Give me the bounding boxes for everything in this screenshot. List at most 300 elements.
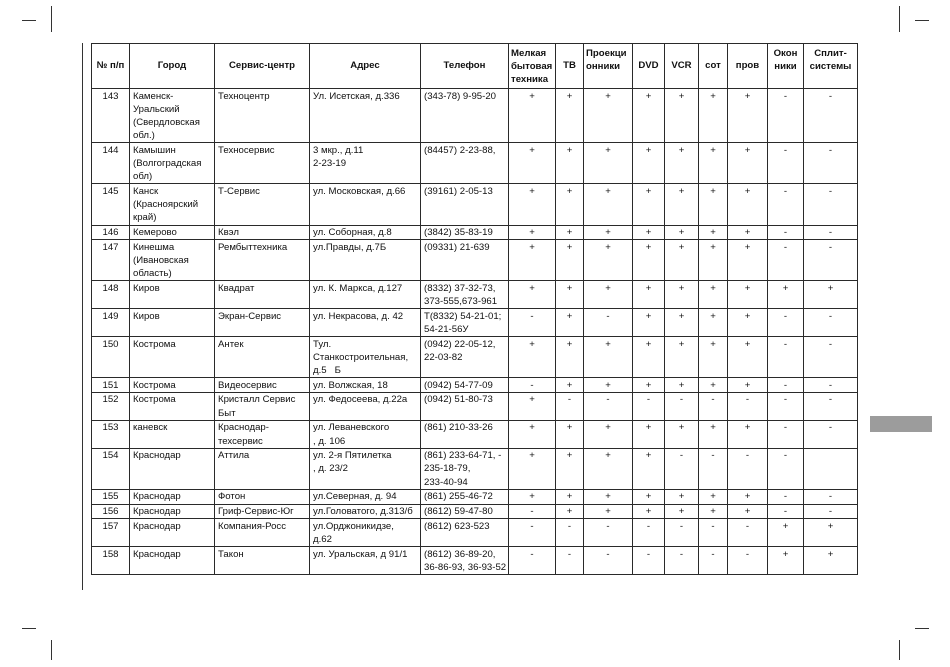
mark-mobile-phones: +: [699, 489, 728, 504]
phone-cell: [421, 378, 509, 393]
mark-tv: +: [556, 184, 584, 225]
mark-dvd: -: [633, 547, 665, 575]
header-address: [310, 44, 421, 89]
phone-cell: [421, 392, 509, 420]
address-line: ул. Волжская, 18: [313, 379, 388, 391]
mark-vcr: -: [665, 392, 699, 420]
mark-split-systems: -: [804, 337, 858, 378]
mark-small-appliances: -: [509, 504, 556, 519]
city-cell: [130, 281, 215, 309]
address-cell: [310, 337, 421, 378]
crop-mark-bottom-left-horizontal: [22, 628, 36, 629]
phone-cell: [421, 420, 509, 448]
header-small-appliances-label: техника: [511, 74, 549, 86]
phone-cell: [421, 504, 509, 519]
row-number: 156: [92, 504, 130, 519]
mark-mobile-phones: -: [699, 547, 728, 575]
address-line: ул.Северная, д. 94: [313, 491, 397, 503]
city-line: Краснодар: [133, 548, 181, 560]
address-cell: [310, 225, 421, 240]
mark-windows: -: [768, 184, 804, 225]
address-line: ул.Орджоникидзе,: [313, 520, 394, 532]
header-vcr-label: VCR: [671, 60, 692, 72]
phone-cell: [421, 225, 509, 240]
row-number: 143: [92, 89, 130, 143]
header-phone-label: Телефон: [443, 60, 486, 72]
address-cell: [310, 392, 421, 420]
address-line: ул. Леваневского: [313, 422, 390, 434]
address-cell: [310, 448, 421, 489]
address-line: ул. К. Маркса, д.127: [313, 282, 403, 294]
mark-vcr: +: [665, 309, 699, 337]
mark-split-systems: -: [804, 504, 858, 519]
mark-dvd: -: [633, 519, 665, 547]
mark-projectors: +: [584, 89, 633, 143]
address-cell: [310, 420, 421, 448]
mark-dvd: +: [633, 378, 665, 393]
mark-windows: -: [768, 489, 804, 504]
mark-dvd: -: [633, 392, 665, 420]
service-center-cell: [215, 281, 310, 309]
mark-small-appliances: -: [509, 519, 556, 547]
table-row: [92, 504, 858, 519]
city-cell: [130, 240, 215, 281]
city-line: (Волгоградская: [133, 158, 202, 170]
mark-mobile-phones: +: [699, 89, 728, 143]
phone-cell: [421, 489, 509, 504]
mark-mobile-phones: +: [699, 337, 728, 378]
row-number: 148: [92, 281, 130, 309]
mark-tv: -: [556, 519, 584, 547]
service-center-cell: [215, 143, 310, 184]
mark-wired-phones: +: [728, 337, 768, 378]
mark-windows: -: [768, 337, 804, 378]
header-windows-label: ники: [774, 61, 797, 73]
mark-dvd: +: [633, 337, 665, 378]
service-center-line: Экран-Сервис: [218, 310, 282, 322]
city-line: Киров: [133, 310, 160, 322]
phone-cell: [421, 281, 509, 309]
mark-small-appliances: -: [509, 547, 556, 575]
table-row: [92, 392, 858, 420]
crop-mark-bottom-right-horizontal: [915, 628, 929, 629]
city-line: Краснодар: [133, 520, 181, 532]
mark-vcr: +: [665, 378, 699, 393]
mark-split-systems: +: [804, 547, 858, 575]
service-center-line: Антек: [218, 338, 244, 350]
mark-projectors: +: [584, 504, 633, 519]
mark-dvd: +: [633, 89, 665, 143]
address-line: ул. Московская, д.66: [313, 185, 406, 197]
header-phone: [421, 44, 509, 89]
mark-windows: -: [768, 143, 804, 184]
phone-line: (8612) 623-523: [424, 520, 490, 532]
phone-line: (861) 210-33-26: [424, 422, 493, 434]
address-line: ул. Соборная, д.8: [313, 227, 392, 239]
table-row: [92, 448, 858, 489]
mark-windows: +: [768, 281, 804, 309]
city-line: Канск: [133, 185, 159, 197]
city-line: (Красноярский: [133, 199, 199, 211]
city-cell: [130, 448, 215, 489]
mark-projectors: +: [584, 448, 633, 489]
table-body: [92, 89, 858, 575]
mark-split-systems: -: [804, 89, 858, 143]
mark-projectors: +: [584, 337, 633, 378]
header-service-center-label: Сервис-центр: [228, 60, 296, 72]
service-center-cell: [215, 504, 310, 519]
mark-windows: -: [768, 240, 804, 281]
mark-windows: -: [768, 420, 804, 448]
mark-wired-phones: -: [728, 392, 768, 420]
row-number: 154: [92, 448, 130, 489]
service-center-cell: [215, 378, 310, 393]
service-center-cell: [215, 309, 310, 337]
address-cell: [310, 281, 421, 309]
service-center-line: Компания-Росс: [218, 520, 287, 532]
city-line: Уральский: [133, 103, 180, 115]
mark-vcr: +: [665, 337, 699, 378]
service-center-cell: [215, 547, 310, 575]
crop-mark-top-right-vertical: [899, 6, 900, 32]
mark-wired-phones: +: [728, 504, 768, 519]
service-centers-table: [91, 43, 858, 575]
mark-small-appliances: +: [509, 392, 556, 420]
mark-split-systems: -: [804, 240, 858, 281]
service-center-cell: [215, 225, 310, 240]
mark-projectors: +: [584, 378, 633, 393]
city-cell: [130, 489, 215, 504]
address-cell: [310, 504, 421, 519]
mark-projectors: +: [584, 184, 633, 225]
mark-projectors: -: [584, 309, 633, 337]
service-center-cell: [215, 337, 310, 378]
header-split-systems: [804, 44, 858, 89]
service-center-cell: [215, 392, 310, 420]
header-vcr: [665, 44, 699, 89]
city-cell: [130, 547, 215, 575]
city-cell: [130, 143, 215, 184]
service-center-line: Т-Сервис: [218, 185, 260, 197]
service-center-line: Кристалл Сервис: [218, 394, 296, 406]
header-city: [130, 44, 215, 89]
mark-mobile-phones: +: [699, 184, 728, 225]
address-cell: [310, 489, 421, 504]
mark-vcr: -: [665, 448, 699, 489]
service-center-line: Рембыттехника: [218, 241, 288, 253]
phone-line: (0942) 51-80-73: [424, 394, 493, 406]
crop-mark-top-left-vertical: [51, 6, 52, 32]
mark-wired-phones: -: [728, 519, 768, 547]
mark-wired-phones: +: [728, 225, 768, 240]
address-line: ул.Головатого, д.313/б: [313, 506, 413, 518]
city-cell: [130, 420, 215, 448]
header-city-label: Город: [157, 60, 187, 72]
table-row: [92, 420, 858, 448]
address-line: 3 мкр., д.11: [313, 144, 364, 156]
phone-line: (3842) 35-83-19: [424, 227, 493, 239]
table-row: [92, 519, 858, 547]
phone-line: (0942) 54-77-09: [424, 379, 493, 391]
phone-line: 54-21-56У: [424, 323, 469, 335]
table-row: [92, 309, 858, 337]
city-line: (Ивановская: [133, 254, 189, 266]
mark-mobile-phones: -: [699, 519, 728, 547]
address-cell: [310, 143, 421, 184]
phone-cell: [421, 337, 509, 378]
mark-tv: +: [556, 448, 584, 489]
row-number: 153: [92, 420, 130, 448]
city-line: Кострома: [133, 338, 176, 350]
address-line: Станкостроительная,: [313, 351, 409, 363]
mark-dvd: +: [633, 420, 665, 448]
table-row: [92, 225, 858, 240]
mark-windows: -: [768, 225, 804, 240]
header-small-appliances-label: Мелкая: [511, 48, 547, 59]
city-line: Кемерово: [133, 227, 177, 239]
table-row: [92, 337, 858, 378]
mark-wired-phones: +: [728, 420, 768, 448]
service-center-line: Аттила: [218, 450, 250, 462]
address-line: ул. 2-я Пятилетка: [313, 450, 392, 462]
mark-split-systems: -: [804, 143, 858, 184]
mark-split-systems: -: [804, 392, 858, 420]
table-row: [92, 378, 858, 393]
mark-wired-phones: +: [728, 378, 768, 393]
crop-mark-top-right-horizontal: [915, 20, 929, 21]
service-center-line: Такон: [218, 548, 244, 560]
mark-mobile-phones: +: [699, 240, 728, 281]
address-cell: [310, 89, 421, 143]
phone-line: 235-18-79,: [424, 463, 471, 475]
mark-dvd: +: [633, 448, 665, 489]
phone-cell: [421, 143, 509, 184]
mark-dvd: +: [633, 143, 665, 184]
service-center-cell: [215, 448, 310, 489]
mark-small-appliances: +: [509, 184, 556, 225]
mark-mobile-phones: -: [699, 448, 728, 489]
phone-line: 233-40-94: [424, 476, 468, 488]
city-line: обл.): [133, 130, 155, 142]
header-service-center: [215, 44, 310, 89]
mark-windows: -: [768, 504, 804, 519]
address-line: ул. Некрасова, д. 42: [313, 310, 404, 322]
phone-line: (8612) 59-47-80: [424, 506, 493, 518]
mark-mobile-phones: +: [699, 420, 728, 448]
address-line: Ул. Исетская, д.336: [313, 90, 400, 102]
mark-small-appliances: +: [509, 281, 556, 309]
city-cell: [130, 519, 215, 547]
header-split-systems-label: системы: [809, 61, 852, 73]
city-line: край): [133, 212, 157, 224]
mark-wired-phones: -: [728, 448, 768, 489]
phone-line: (09331) 21-639: [424, 241, 490, 253]
header-small-appliances: [509, 44, 556, 89]
mark-dvd: +: [633, 504, 665, 519]
address-cell: [310, 240, 421, 281]
phone-cell: [421, 89, 509, 143]
city-cell: [130, 225, 215, 240]
mark-dvd: +: [633, 309, 665, 337]
city-line: Краснодар: [133, 450, 181, 462]
city-line: Камышин: [133, 144, 176, 156]
mark-dvd: +: [633, 240, 665, 281]
service-center-cell: [215, 519, 310, 547]
mark-windows: -: [768, 392, 804, 420]
header-wired-phones: [728, 44, 768, 89]
phone-line: (861) 255-46-72: [424, 491, 493, 503]
city-line: Каменск-: [133, 90, 174, 102]
address-line: 2-23-19: [313, 158, 347, 170]
mark-tv: +: [556, 504, 584, 519]
phone-cell: [421, 547, 509, 575]
address-line: ул. Федосеева, д.22а: [313, 394, 408, 406]
service-center-line: техсервис: [218, 435, 263, 447]
mark-small-appliances: +: [509, 225, 556, 240]
mark-vcr: +: [665, 489, 699, 504]
row-number: 144: [92, 143, 130, 184]
mark-projectors: +: [584, 143, 633, 184]
mark-tv: -: [556, 547, 584, 575]
mark-wired-phones: +: [728, 184, 768, 225]
mark-small-appliances: -: [509, 309, 556, 337]
table-row: [92, 184, 858, 225]
row-number: 149: [92, 309, 130, 337]
mark-split-systems: -: [804, 420, 858, 448]
mark-tv: +: [556, 420, 584, 448]
address-line: , д. 23/2: [313, 463, 348, 475]
address-line: д.62: [313, 534, 332, 545]
mark-windows: +: [768, 547, 804, 575]
mark-small-appliances: +: [509, 448, 556, 489]
mark-tv: +: [556, 378, 584, 393]
mark-tv: +: [556, 489, 584, 504]
city-cell: [130, 378, 215, 393]
header-mobile-phones: [699, 44, 728, 89]
service-center-cell: [215, 489, 310, 504]
mark-split-systems: -: [804, 309, 858, 337]
mark-windows: -: [768, 378, 804, 393]
service-center-cell: [215, 420, 310, 448]
header-projectors-label: онники: [586, 61, 621, 73]
header-small-appliances-label: бытовая: [511, 61, 553, 73]
mark-windows: -: [768, 448, 804, 489]
header-tv: [556, 44, 584, 89]
address-cell: [310, 547, 421, 575]
table-row: [92, 89, 858, 143]
city-line: Краснодар: [133, 491, 181, 503]
mark-dvd: +: [633, 281, 665, 309]
service-center-line: Фотон: [218, 491, 246, 503]
address-line: ул. Уральская, д 91/1: [313, 548, 408, 560]
city-line: каневск: [133, 422, 168, 434]
mark-projectors: +: [584, 281, 633, 309]
table-header-row: [92, 44, 858, 89]
header-windows-label: Окон: [773, 48, 798, 59]
service-center-line: Видеосервис: [218, 379, 277, 391]
mark-split-systems: -: [804, 489, 858, 504]
service-center-line: Краснодар-: [218, 422, 269, 434]
city-cell: [130, 504, 215, 519]
mark-mobile-phones: +: [699, 504, 728, 519]
mark-mobile-phones: +: [699, 143, 728, 184]
mark-vcr: +: [665, 143, 699, 184]
mark-vcr: +: [665, 420, 699, 448]
header-wired-phones-label: пров: [735, 60, 760, 72]
mark-split-systems: +: [804, 519, 858, 547]
mark-small-appliances: +: [509, 420, 556, 448]
row-number: 151: [92, 378, 130, 393]
address-cell: [310, 184, 421, 225]
mark-mobile-phones: +: [699, 281, 728, 309]
mark-projectors: +: [584, 225, 633, 240]
mark-tv: +: [556, 225, 584, 240]
mark-wired-phones: +: [728, 309, 768, 337]
mark-split-systems: -: [804, 225, 858, 240]
phone-line: (84457) 2-23-88,: [424, 144, 496, 156]
phone-cell: [421, 309, 509, 337]
city-line: Кострома: [133, 379, 176, 391]
address-cell: [310, 309, 421, 337]
header-dvd: [633, 44, 665, 89]
city-line: (Свердловская: [133, 116, 200, 128]
phone-cell: [421, 448, 509, 489]
row-number: 155: [92, 489, 130, 504]
mark-split-systems: -: [804, 378, 858, 393]
mark-tv: +: [556, 240, 584, 281]
mark-small-appliances: +: [509, 337, 556, 378]
city-cell: [130, 337, 215, 378]
table-row: [92, 240, 858, 281]
mark-vcr: +: [665, 225, 699, 240]
header-address-label: Адрес: [350, 60, 380, 72]
phone-cell: [421, 240, 509, 281]
mark-split-systems: +: [804, 281, 858, 309]
mark-tv: +: [556, 309, 584, 337]
row-number: 150: [92, 337, 130, 378]
header-projectors: [584, 44, 633, 89]
mark-vcr: +: [665, 240, 699, 281]
mark-mobile-phones: +: [699, 309, 728, 337]
mark-tv: -: [556, 392, 584, 420]
mark-projectors: -: [584, 519, 633, 547]
service-center-line: Квэл: [218, 227, 239, 239]
city-line: область): [133, 268, 172, 280]
mark-wired-phones: +: [728, 89, 768, 143]
header-projectors-label: Проекци: [586, 48, 627, 59]
mark-wired-phones: -: [728, 547, 768, 575]
service-center-line: Техноцентр: [218, 90, 270, 102]
table-row: [92, 547, 858, 575]
address-line: , д. 106: [313, 435, 346, 447]
city-cell: [130, 89, 215, 143]
mark-tv: +: [556, 337, 584, 378]
crop-mark-bottom-right-vertical: [899, 640, 900, 660]
service-center-line: Квадрат: [218, 282, 255, 294]
header-number-label: № п/п: [96, 60, 125, 72]
mark-split-systems: -: [804, 184, 858, 225]
mark-mobile-phones: -: [699, 392, 728, 420]
phone-line: (8332) 37-32-73,: [424, 282, 496, 294]
mark-tv: +: [556, 143, 584, 184]
mark-projectors: +: [584, 420, 633, 448]
row-number: 158: [92, 547, 130, 575]
mark-vcr: +: [665, 281, 699, 309]
mark-vcr: +: [665, 184, 699, 225]
mark-projectors: -: [584, 392, 633, 420]
mark-vcr: -: [665, 547, 699, 575]
mark-wired-phones: +: [728, 281, 768, 309]
